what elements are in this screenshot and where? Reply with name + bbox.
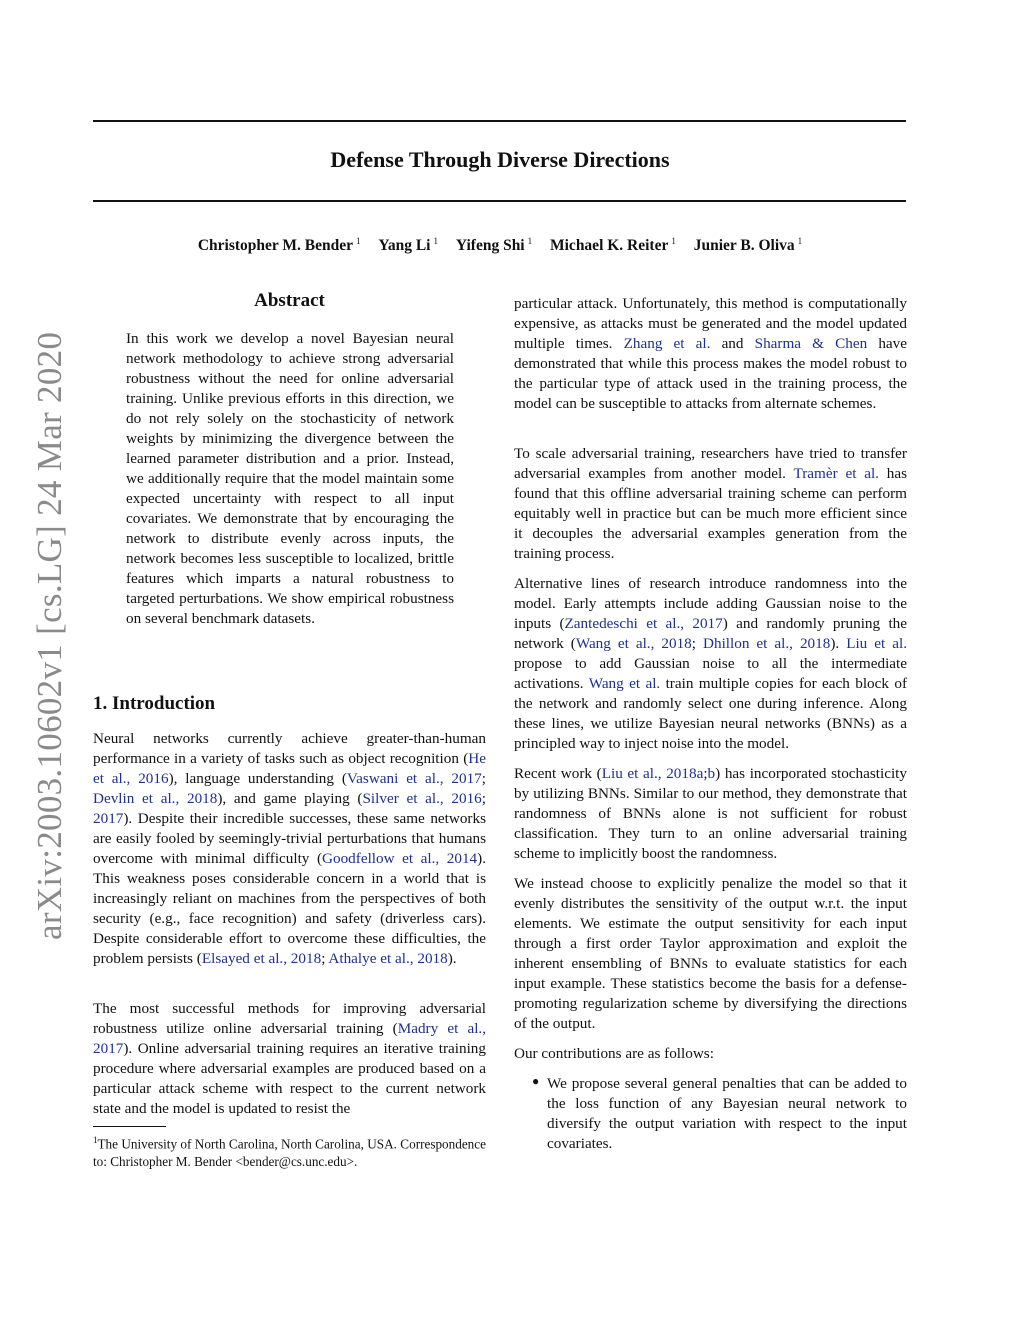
paragraph-text: have demonstrated that while this process makes the model robust to the particular type of attack used in the training process, the model can be susceptible to attacks from alternate schemes.	[514, 335, 907, 412]
paragraph-text: ) has incorporated stochasticity by utilizing BNNs. Similar to our method, they demonstrate that randomness of BNNs alone is not sufficient for robust classification. They turn to an online adversarial training scheme to implicitly boost the randomness.	[514, 765, 907, 862]
paragraph-text: ). Despite their incredible successes, these same networks are easily fooled by seemingly-trivial perturbations that humans overcome with minimal difficulty (	[93, 810, 486, 867]
arxiv-identifier-stamp: arXiv:2003.10602v1 [cs.LG] 24 Mar 2020	[30, 331, 69, 940]
bullet-icon: ●	[532, 1074, 540, 1088]
title-bottom-rule	[93, 200, 906, 202]
citation-link[interactable]: Zhang et al.	[623, 335, 711, 352]
citation-link[interactable]: Wang et al., 2018	[575, 635, 692, 652]
citation-link[interactable]: Tramèr et al.	[793, 465, 879, 482]
paragraph-text: ;	[691, 635, 704, 652]
paragraph-text: Our contributions are as follows:	[514, 1045, 714, 1062]
paragraph-text: ). This weakness poses considerable concern in a world that is increasingly reliant on machines from the perspectives of both security (e.g., face recognition) and safety (driverless cars). Despite considerable effort to overcome these difficulties, the problem persists (	[93, 850, 486, 967]
paper-title: Defense Through Diverse Directions	[330, 147, 670, 172]
paragraph-text: We instead choose to explicitly penalize the model so that it evenly distributes the sensitivity of the output w.r.t. the input elements. We estimate the output sensitivity for each input through a first order Taylor approximation and exploit the inherent ensembling of BNNs to evaluate statistics for each input example. These statistics become the basis for a defense-promoting regularization scheme by diversifying the directions of the output.	[514, 875, 907, 1032]
citation-link[interactable]: Devlin et al., 2018	[93, 790, 218, 807]
paragraph-text: ;	[321, 950, 329, 967]
paragraph-text: ).	[830, 635, 847, 652]
author: Christopher M. Bender $^1$	[197, 236, 361, 255]
citation-link[interactable]: Wang et al.	[588, 675, 661, 692]
abstract-heading: Abstract	[254, 290, 325, 311]
paragraph-text: train multiple copies for each block of the network and randomly select one during inference. Along these lines, we utilize Bayesian neural networks (BNNs) as a principled way to inject noise into the model.	[514, 675, 908, 752]
paragraph-text: ).	[447, 950, 457, 967]
citation-link[interactable]: Liu et al.	[846, 635, 907, 652]
paragraph-text: To scale adversarial training, researchers have tried to transfer adversarial examples from another model.	[514, 445, 907, 482]
paragraph-text: Neural networks currently achieve greater-than-human performance in a variety of tasks such as object recognition (	[93, 730, 486, 767]
author: Yang Li $^1$	[378, 236, 438, 255]
author: Junier B. Oliva $^1$	[693, 236, 803, 255]
citation-link[interactable]: Elsayed et al., 2018	[201, 950, 322, 967]
section-heading-introduction: 1. Introduction	[93, 693, 216, 714]
citation-link[interactable]: Sharma & Chen	[754, 335, 868, 352]
author: Michael K. Reiter $^1$	[550, 236, 676, 255]
citation-link[interactable]: Athalye et al., 2018	[328, 950, 448, 967]
paragraph-text: Alternative lines of research introduce randomness into the model. Early attempts include adding Gaussian noise to the inputs (	[514, 575, 907, 632]
paragraph-contributions-intro	[514, 1044, 907, 1064]
paragraph-recent-work	[514, 764, 907, 864]
paragraph-transfer-adversarial-examples	[514, 444, 907, 564]
paragraph-text: has found that this offline adversarial training scheme can perform equitably well in practice but can be much more efficient since it decouples the adversarial examples generation from the training process.	[514, 465, 908, 562]
paragraph-text: ), language understanding (	[168, 770, 347, 787]
paragraph-text: particular attack. Unfortunately, this method is computationally expensive, as attacks must be generated and the model updated multiple times.	[514, 295, 907, 352]
list-item: We propose several general penalties that can be added to the loss function of any Bayesian neural network to diversify the output variation with respect to the input covariates.	[547, 1075, 907, 1152]
citation-link[interactable]: He et al., 2016	[93, 750, 486, 787]
affiliation-footnote: $^1$The University of North Carolina, North Carolina, USA. Correspondence to: Christopher M. Bender <bender@cs.unc.edu>.	[93, 1135, 486, 1170]
footnote-divider	[93, 1126, 166, 1127]
paragraph-adversarial-training-cost	[514, 294, 907, 414]
paragraph-randomness-methods	[514, 574, 907, 754]
citation-link[interactable]: Goodfellow et al., 2014	[322, 850, 478, 867]
paragraph-text: and	[710, 335, 755, 352]
citation-link[interactable]: Madry et al., 2017	[93, 1020, 487, 1057]
paragraph-text: ;	[703, 765, 708, 782]
paragraph-text: ), and game playing (	[217, 790, 363, 807]
paragraph-text: ;	[481, 770, 486, 787]
citation-link[interactable]: Liu et al., 2018a	[601, 765, 704, 782]
paragraph-text: propose to add Gaussian noise to all the intermediate activations.	[514, 655, 907, 692]
paragraph-our-approach	[514, 874, 907, 1034]
paragraph-text: ). Online adversarial training requires an iterative training procedure where adversarial examples are produced based on a particular attack scheme with respect to the current network state and the model is updated to resist the	[93, 1040, 486, 1117]
citation-link[interactable]: 2017	[93, 810, 124, 827]
author-list	[0, 236, 1000, 255]
citation-link[interactable]: Silver et al., 2016	[362, 790, 482, 807]
title-top-rule	[93, 120, 906, 122]
paragraph-text: Recent work (	[514, 765, 602, 782]
author: Yifeng Shi $^1$	[455, 236, 533, 255]
citation-link[interactable]: Zantedeschi et al., 2017	[564, 615, 723, 632]
paragraph-text: ;	[481, 790, 487, 807]
abstract-text: In this work we develop a novel Bayesian neural network methodology to achieve strong adversarial robustness without the need for online adversarial training. Unlike previous efforts in this direction, we do not rely solely on the stochasticity of network weights by minimizing the divergence between the learned parameter distribution and a prior. Instead, we additionally require that the model maintain some expected uncertainty with respect to all input covariates. We demonstrate that by encouraging the network to distribute evenly across inputs, the network becomes less susceptible to localized, brittle features which imparts a natural robustness to targeted perturbations. We show empirical robustness on several benchmark datasets.	[126, 330, 454, 627]
citation-link[interactable]: Vaswani et al., 2017	[346, 770, 482, 787]
paragraph-text: The most successful methods for improving adversarial robustness utilize online adversarial training (	[93, 1000, 486, 1037]
paragraph-text: ) and randomly pruning the network (	[514, 615, 907, 652]
intro-paragraph-2	[93, 999, 486, 1119]
citation-link[interactable]: b	[707, 765, 716, 782]
intro-paragraph-1	[93, 729, 486, 969]
citation-link[interactable]: Dhillon et al., 2018	[703, 635, 831, 652]
